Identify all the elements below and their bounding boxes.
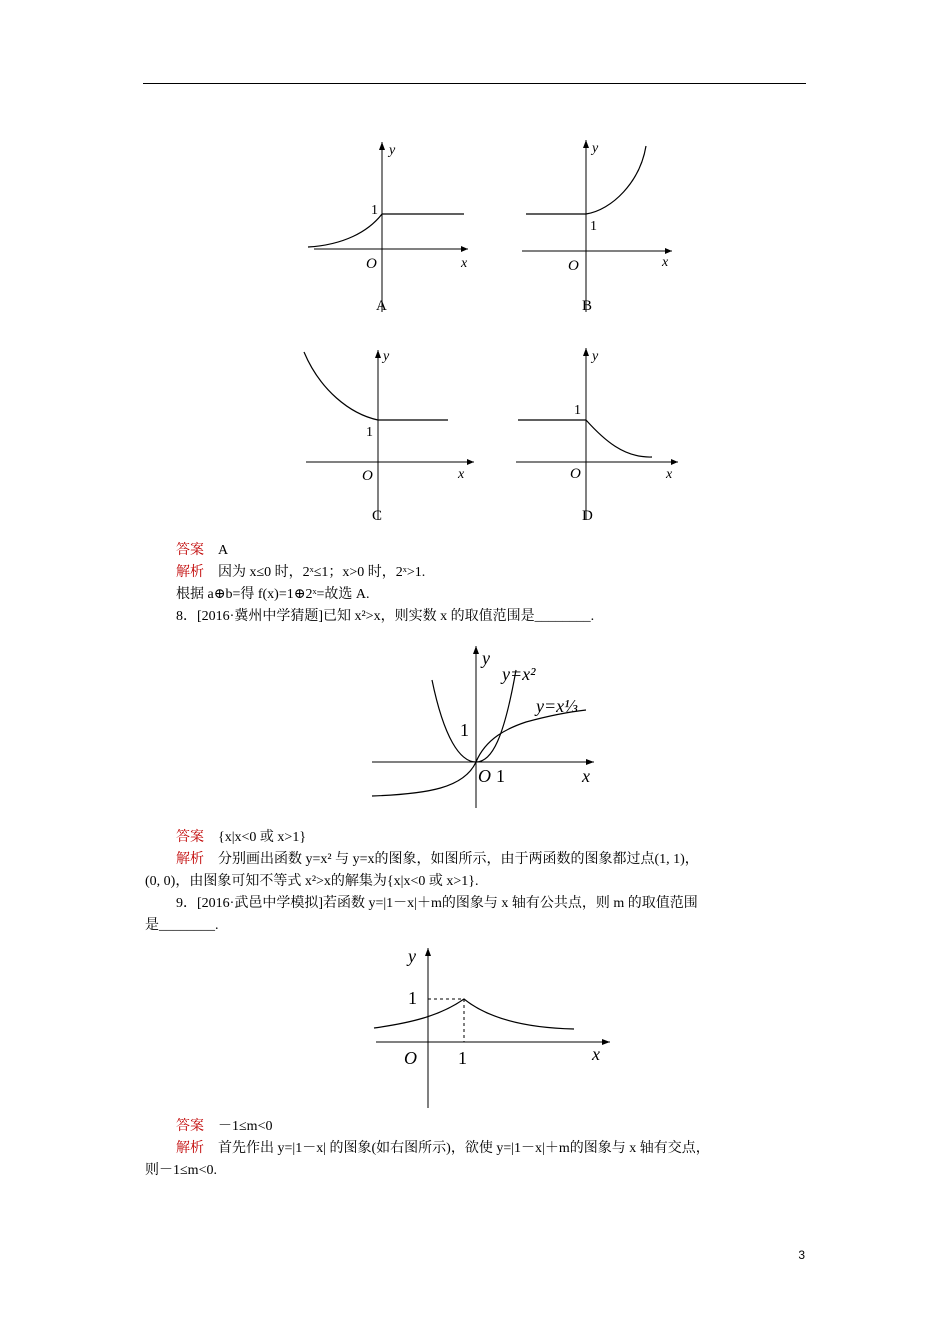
q9-stem: 9．[2016·武邑中学模拟]若函数 y=|1－x|＋m的图象与 x 轴有公共点，则 m 的取值范围 xyxy=(176,896,698,911)
answer-label: 答案 xyxy=(176,830,204,845)
answer-label: 答案 xyxy=(176,543,204,558)
y-axis-label: y xyxy=(383,349,390,364)
x-axis-label: x xyxy=(582,766,590,786)
graph-d xyxy=(506,330,692,530)
y-axis-label: y xyxy=(592,349,599,364)
q7-answer-line xyxy=(176,541,228,561)
x-axis-label: x xyxy=(461,256,468,271)
y-axis-label: y xyxy=(389,143,396,158)
origin-label: O xyxy=(478,766,491,786)
y-one-label: 1 xyxy=(408,988,417,1008)
one-label: 1 xyxy=(366,425,373,440)
header-rule xyxy=(143,83,806,84)
x-axis-label: x xyxy=(458,467,465,482)
q8-stem: 8．[2016·冀州中学猜题]已知 x²>x，则实数 x 的取值范围是________. xyxy=(176,609,595,624)
analysis-text: 分别画出函数 y=x² 与 y=x的图象，如图所示，由于两函数的图象都过点(1, 1)， xyxy=(218,852,699,867)
q8-analysis-line2: (0, 0)，由图象可知不等式 x²>x的解集为{x|x<0 或 x>1}. xyxy=(145,874,479,889)
origin-label: O xyxy=(362,468,373,484)
answer-label: 答案 xyxy=(176,1119,204,1134)
q8-answer-line xyxy=(176,828,306,848)
answer-text: A xyxy=(218,543,229,558)
origin-label: O xyxy=(404,1048,417,1068)
analysis-label: 解析 xyxy=(176,852,204,867)
graph-b xyxy=(500,122,690,322)
page-number: 3 xyxy=(798,1248,805,1262)
caption: D xyxy=(582,508,593,524)
graph-a xyxy=(298,122,486,322)
answer-text: {x|x<0 或 x>1} xyxy=(218,830,307,845)
q7-analysis-line xyxy=(176,563,425,583)
q9-answer-line xyxy=(176,1117,272,1137)
curve-label-cuberoot: y=x⅓ xyxy=(536,696,578,716)
one-label: 1 xyxy=(574,403,581,418)
analysis-text: 首先作出 y=|1－x| 的图象(如右图所示)，欲使 y=|1－x|＋m的图象与 x 轴有交点， xyxy=(218,1141,710,1156)
x-axis-label: x xyxy=(592,1044,600,1064)
caption: C xyxy=(372,508,383,524)
q9-analysis-line2: 则－1≤m<0. xyxy=(145,1163,217,1178)
analysis-text: 因为 x≤0 时，2ˣ≤1；x>0 时，2ˣ>1. xyxy=(218,565,426,580)
analysis-label: 解析 xyxy=(176,1141,204,1156)
origin-label: O xyxy=(568,258,579,274)
q9-analysis-line xyxy=(176,1139,710,1159)
answer-text: －1≤m<0 xyxy=(218,1119,273,1134)
x-axis-label: x xyxy=(666,467,673,482)
y-axis-label: y xyxy=(592,141,599,156)
x-one-label: 1 xyxy=(496,766,505,786)
origin-label: O xyxy=(570,466,581,482)
analysis-label: 解析 xyxy=(176,565,204,580)
y-axis-label: y xyxy=(408,946,416,966)
q8-graph xyxy=(368,638,618,810)
one-label: 1 xyxy=(590,219,597,234)
caption: B xyxy=(582,298,593,314)
x-one-label: 1 xyxy=(458,1048,467,1068)
q7-analysis-line2: 根据 a⊕b=得 f(x)=1⊕2ˣ=故选 A. xyxy=(176,587,370,602)
graph-c xyxy=(290,330,490,530)
x-axis-label: x xyxy=(662,255,669,270)
origin-label: O xyxy=(366,256,377,272)
caption: A xyxy=(376,298,387,314)
y-axis-label: y xyxy=(482,648,490,668)
one-label: 1 xyxy=(371,203,378,218)
q9-graph xyxy=(360,940,622,1110)
y-one-label: 1 xyxy=(460,720,469,740)
curve-label-square: y=x² xyxy=(502,664,536,684)
q9-stem2: 是________. xyxy=(145,918,219,933)
q8-analysis-line xyxy=(176,850,699,870)
